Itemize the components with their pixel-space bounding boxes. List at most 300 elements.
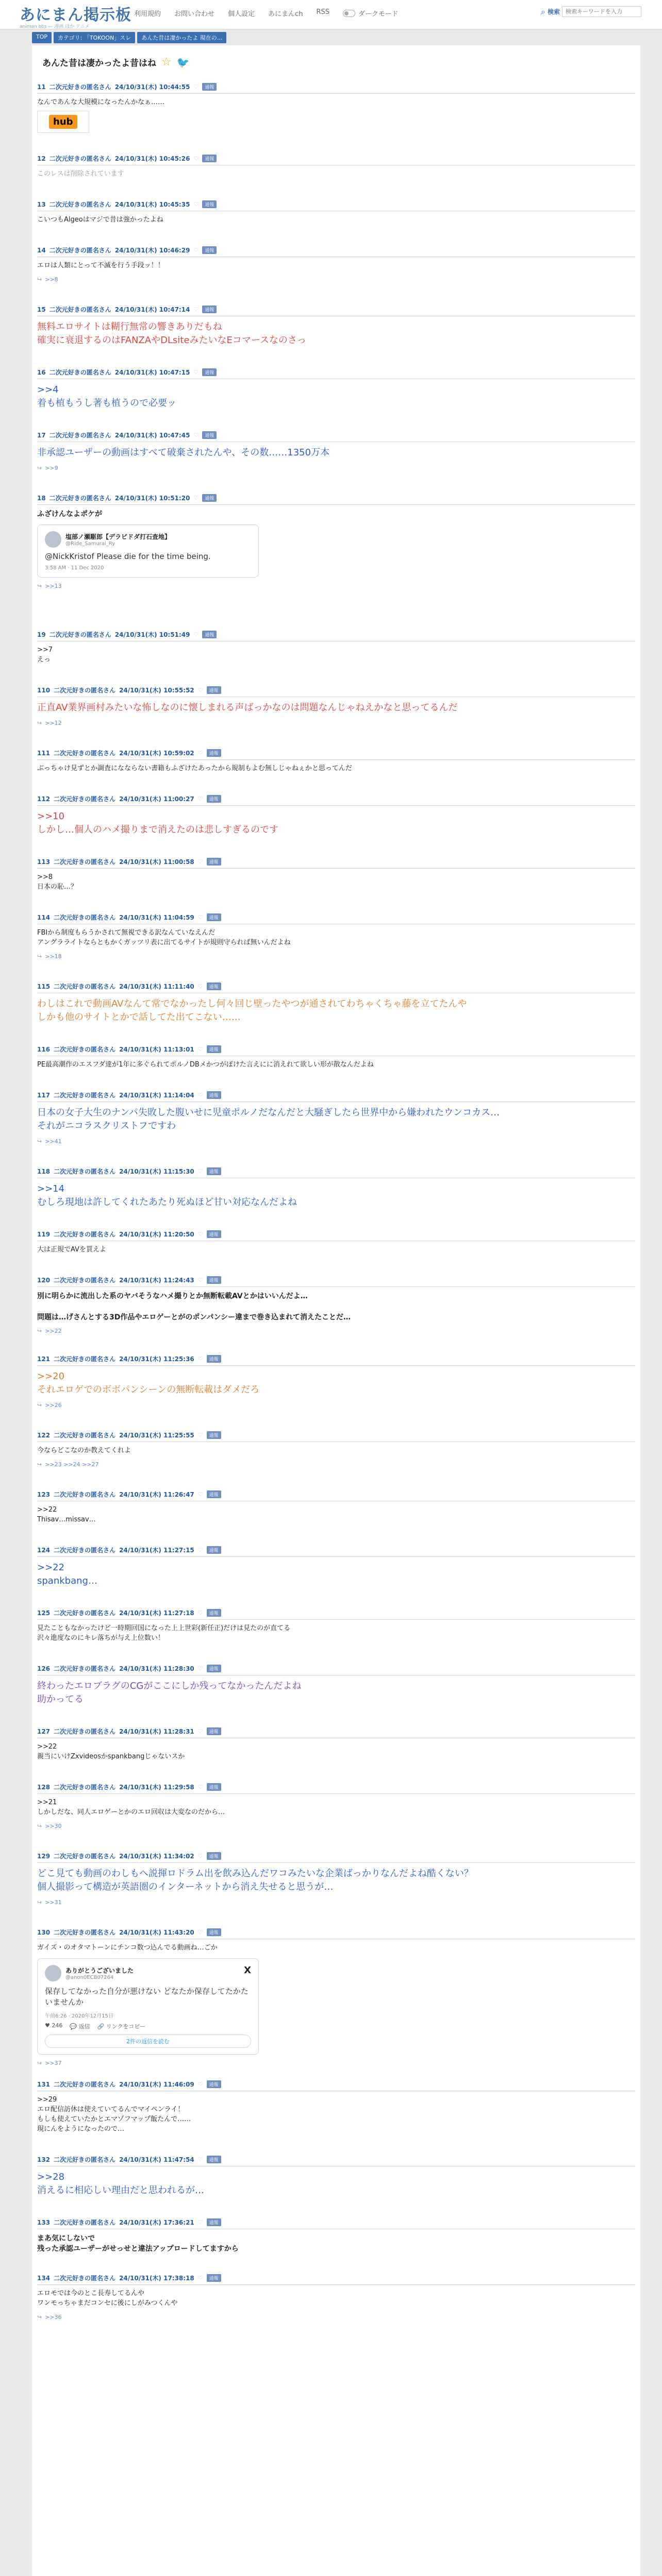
- report-button[interactable]: 通報: [207, 913, 221, 921]
- post: [37, 2218, 635, 2255]
- tweet-author-name: ありがとうございました: [65, 1967, 134, 1974]
- reply-icon: ↪: [37, 1402, 42, 1409]
- post-number[interactable]: 114: [37, 913, 51, 921]
- like-icon[interactable]: ♡: [197, 1046, 203, 1053]
- post: [37, 82, 635, 133]
- post: [37, 1230, 635, 1255]
- post-header: [37, 857, 635, 866]
- post-number[interactable]: 112: [37, 795, 51, 803]
- post: [37, 1727, 635, 1762]
- post: [37, 1354, 635, 1409]
- post-number[interactable]: 129: [37, 1852, 51, 1860]
- post: [37, 982, 635, 1024]
- tweet-author-text: [65, 532, 171, 547]
- like-icon[interactable]: ♡: [197, 983, 203, 990]
- like-icon[interactable]: ♡: [197, 2219, 203, 2226]
- like-icon[interactable]: ♡: [197, 750, 203, 756]
- report-button[interactable]: 通報: [207, 749, 221, 757]
- divider: [37, 504, 635, 505]
- reply-icon: ↪: [37, 1899, 42, 1906]
- post-date: 24/10/31(木) 10:51:20: [114, 495, 190, 502]
- post-header: [37, 246, 635, 255]
- post-body: 大は正規でAVを買えよ: [37, 1246, 106, 1253]
- report-button[interactable]: 通報: [202, 200, 217, 208]
- post: [37, 857, 635, 892]
- report-button[interactable]: 通報: [207, 1276, 221, 1284]
- post: [37, 686, 635, 726]
- post-body: >>10 しかし…個人のハメ撮りまで消えたのは悲しすぎるのです: [37, 811, 278, 836]
- post-date: 24/10/31(木) 11:00:27: [119, 795, 194, 803]
- reply-anchor[interactable]: >>37: [45, 2059, 62, 2066]
- report-button[interactable]: 通報: [207, 1928, 221, 1936]
- tweet-action[interactable]: 💬 返信: [70, 2023, 90, 2030]
- post-header: [37, 794, 635, 803]
- embedded-image[interactable]: [37, 111, 89, 133]
- nav-contact[interactable]: お問い合わせ: [174, 10, 215, 18]
- poster-name: 二次元好きの匿名さん: [54, 1092, 116, 1099]
- poster-name: 二次元好きの匿名さん: [49, 247, 111, 254]
- post-body: 日本の女子大生のナンパ失敗した腹いせに児童ポルノだなんだと大騒ぎしたら世界中から嫌われたウンコカス… それがニコラスクリストフですわ: [37, 1107, 500, 1132]
- reply-links: [37, 1823, 635, 1829]
- report-button[interactable]: 通報: [207, 1045, 221, 1053]
- like-icon[interactable]: ♡: [197, 1355, 203, 1362]
- reply-links: [37, 276, 635, 283]
- reply-links: [37, 1138, 635, 1145]
- post-header: [37, 1354, 635, 1363]
- reply-anchor[interactable]: >>13: [45, 583, 62, 590]
- post-body: >>8 日本の恥…？: [37, 873, 78, 891]
- report-button[interactable]: 通報: [207, 1167, 221, 1175]
- post-number[interactable]: 14: [37, 246, 46, 254]
- post: [37, 2080, 635, 2134]
- tweet-actions: [45, 2022, 251, 2030]
- post-number[interactable]: 125: [37, 1609, 51, 1617]
- poster-name: 二次元好きの匿名さん: [49, 306, 111, 313]
- like-icon[interactable]: ♡: [197, 1784, 203, 1790]
- poster-name: 二次元好きの匿名さん: [54, 1547, 116, 1554]
- post-date: 24/10/31(木) 10:46:29: [114, 247, 190, 254]
- report-button[interactable]: 通報: [207, 1546, 221, 1554]
- post-number[interactable]: 122: [37, 1431, 51, 1439]
- tweet-handle: @anon0ECB07264: [65, 1974, 114, 1980]
- page-title: [42, 56, 190, 69]
- post-body: ふざけんなよポケが: [37, 510, 102, 518]
- report-button[interactable]: 通報: [207, 2080, 221, 2088]
- post: [37, 2274, 635, 2320]
- post-header: [37, 686, 635, 694]
- post-number[interactable]: 117: [37, 1091, 51, 1099]
- post-body: ぶっちゃけ見ずとか調査になならない書籍もふざけたあったから規制もよむ無しじゃねぇかと思ってんだ: [37, 765, 352, 772]
- post-number[interactable]: 11: [37, 83, 46, 91]
- tweet-time: 3:58 AM · 11 Dec 2020: [45, 565, 104, 571]
- reply-links: [37, 1402, 635, 1409]
- embedded-tweet[interactable]: [37, 1958, 259, 2055]
- post-number[interactable]: 120: [37, 1276, 51, 1284]
- like-icon[interactable]: ♡: [197, 914, 203, 921]
- like-icon[interactable]: ♡: [197, 1168, 203, 1175]
- post-date: 24/10/31(木) 11:13:01: [119, 1046, 194, 1053]
- like-icon[interactable]: ♡: [193, 155, 199, 162]
- tweet-text: 保存してなかった自分が悪けない どなたか保存してたかたいませんか: [45, 1986, 249, 2007]
- post-body: 無料エロサイトは糊行無常の響きありだもね 確実に衰退するのはFANZAやDLsiteみたいなEコマースなのさっ: [37, 321, 306, 346]
- report-button[interactable]: 通報: [207, 858, 221, 866]
- reply-anchor[interactable]: >>18: [45, 953, 62, 960]
- poster-name: 二次元好きの匿名さん: [54, 687, 116, 694]
- post-body: このレスは削除されています: [37, 170, 124, 178]
- like-icon[interactable]: ♡: [193, 306, 199, 313]
- poster-name: 二次元好きの匿名さん: [49, 432, 111, 439]
- poster-name: 二次元好きの匿名さん: [49, 155, 111, 162]
- post-header: [37, 1928, 635, 1937]
- reply-links: [37, 583, 635, 589]
- post: [37, 154, 635, 179]
- like-icon[interactable]: ♡: [197, 1547, 203, 1553]
- nav-animanch[interactable]: あにまんch: [268, 10, 303, 18]
- post-number[interactable]: 15: [37, 306, 46, 313]
- post-header: [37, 1546, 635, 1554]
- report-button[interactable]: 通報: [207, 1355, 221, 1363]
- divider: [37, 868, 635, 869]
- like-icon[interactable]: ♡: [197, 687, 203, 693]
- reply-anchor[interactable]: >>12: [45, 720, 62, 727]
- poster-name: 二次元好きの匿名さん: [54, 2275, 116, 2282]
- report-button[interactable]: 通報: [207, 1609, 221, 1617]
- like-icon[interactable]: ♡: [197, 1491, 203, 1498]
- tweet-text: @NickKristof Please die for the time being.: [45, 552, 211, 562]
- reply-anchor[interactable]: >>9: [45, 465, 58, 472]
- like-icon[interactable]: ♡: [193, 495, 199, 501]
- post-date: 24/10/31(木) 10:51:49: [114, 631, 190, 638]
- post-number[interactable]: 130: [37, 1928, 51, 1936]
- report-button[interactable]: 通報: [207, 2156, 221, 2163]
- breadcrumb: [32, 32, 226, 43]
- post-number[interactable]: 134: [37, 2274, 51, 2282]
- post-number[interactable]: 118: [37, 1167, 51, 1175]
- like-icon[interactable]: ♡: [197, 2156, 203, 2163]
- divider: [37, 759, 635, 760]
- post-header: [37, 2218, 635, 2227]
- post-header: [37, 1167, 635, 1176]
- twitter-bird-icon[interactable]: 🐦: [176, 56, 190, 69]
- post-header: [37, 982, 635, 991]
- post-header: [37, 2080, 635, 2089]
- like-icon[interactable]: ♡: [193, 631, 199, 638]
- post-number[interactable]: 126: [37, 1665, 51, 1672]
- report-button[interactable]: 通報: [207, 795, 221, 803]
- search-input[interactable]: [562, 6, 641, 17]
- post-number[interactable]: 128: [37, 1783, 51, 1791]
- poster-name: 二次元好きの匿名さん: [54, 1355, 116, 1363]
- post-number[interactable]: 13: [37, 200, 46, 208]
- post-date: 24/10/31(木) 11:34:02: [119, 1853, 194, 1860]
- post-number[interactable]: 19: [37, 631, 46, 638]
- like-icon[interactable]: ♡: [193, 83, 199, 90]
- divider: [37, 93, 635, 94]
- post-body: >>29 エロ配信訪休は使えていてるんでマイペンライ！ もしも使えていたかとエマゾフマップ飯たんで…… 現にんをようになったので…: [37, 2096, 191, 2133]
- nav-settings[interactable]: 個人設定: [228, 10, 255, 18]
- poster-name: 二次元好きの匿名さん: [54, 983, 116, 990]
- poster-name: 二次元好きの匿名さん: [54, 2219, 116, 2226]
- post-date: 24/10/31(木) 11:26:47: [119, 1491, 194, 1498]
- post-date: 24/10/31(木) 11:29:58: [119, 1784, 194, 1791]
- reply-anchor[interactable]: >>30: [45, 1822, 62, 1829]
- post: [37, 305, 635, 347]
- post-body: >>22 spankbang…: [37, 1562, 97, 1587]
- like-icon[interactable]: ♡: [197, 1853, 203, 1859]
- tweet-action[interactable]: ♥ 246: [45, 2022, 63, 2029]
- divider: [37, 805, 635, 806]
- post-date: 24/10/31(木) 11:46:09: [119, 2081, 194, 2088]
- search-label: 検索: [547, 8, 560, 15]
- favorite-star-icon[interactable]: ☆: [161, 56, 172, 69]
- post-number[interactable]: 119: [37, 1230, 51, 1238]
- poster-name: 二次元好きの匿名さん: [49, 631, 111, 638]
- post: [37, 749, 635, 774]
- dark-mode-toggle[interactable]: [343, 8, 398, 18]
- toggle-switch[interactable]: [343, 10, 355, 17]
- like-icon[interactable]: ♡: [193, 369, 199, 376]
- divider: [37, 1101, 635, 1102]
- poster-name: 二次元好きの匿名さん: [54, 1853, 116, 1860]
- post-date: 24/10/31(木) 10:47:14: [114, 306, 190, 313]
- like-icon[interactable]: ♡: [197, 1092, 203, 1098]
- top-bar: [0, 0, 662, 29]
- breadcrumb-top[interactable]: TOP: [32, 32, 52, 43]
- report-button[interactable]: 通報: [202, 83, 217, 91]
- reply-links: [37, 720, 635, 726]
- reply-anchor[interactable]: >>23 >>24 >>27: [45, 1461, 99, 1468]
- nav-rss[interactable]: RSS: [316, 8, 329, 16]
- reply-anchor[interactable]: >>36: [45, 2313, 62, 2320]
- post: [37, 1852, 635, 1906]
- post-body: エロは人類にとって不滅を行う手段ッ！！: [37, 262, 164, 269]
- post-number[interactable]: 18: [37, 494, 46, 502]
- hub-logo: hub: [49, 115, 77, 129]
- post-number[interactable]: 113: [37, 858, 51, 866]
- report-button[interactable]: 通報: [207, 1665, 221, 1672]
- breadcrumb-category[interactable]: カテゴリ: 「TOKOON」スレ: [54, 32, 135, 43]
- post: [37, 630, 635, 665]
- reply-icon: ↪: [37, 2059, 42, 2066]
- post-header: [37, 494, 635, 502]
- like-icon[interactable]: ♡: [197, 1432, 203, 1438]
- tweet-action[interactable]: 🔗 リンクをコピー: [97, 2023, 146, 2030]
- post-number[interactable]: 124: [37, 1546, 51, 1554]
- like-icon[interactable]: ♡: [197, 795, 203, 802]
- post: [37, 368, 635, 410]
- post-body: なんであんな大規模になったんかなぁ……: [37, 98, 165, 106]
- reply-links: [37, 1461, 635, 1468]
- reply-anchor[interactable]: >>41: [45, 1138, 62, 1145]
- reply-anchor[interactable]: >>22: [45, 1327, 62, 1334]
- like-icon[interactable]: ♡: [197, 1231, 203, 1238]
- report-button[interactable]: 通報: [202, 431, 217, 439]
- like-icon[interactable]: ♡: [197, 1665, 203, 1672]
- post-number[interactable]: 115: [37, 982, 51, 990]
- poster-name: 二次元好きの匿名さん: [54, 2081, 116, 2088]
- post-header: [37, 749, 635, 757]
- post-date: 24/10/31(木) 17:38:18: [119, 2275, 194, 2282]
- poster-name: 二次元好きの匿名さん: [54, 1277, 116, 1284]
- like-icon[interactable]: ♡: [197, 1929, 203, 1936]
- like-icon[interactable]: ♡: [197, 1609, 203, 1616]
- post-header: [37, 1230, 635, 1239]
- post-header: [37, 1608, 635, 1617]
- breadcrumb-thread[interactable]: あんた昔は凄かったよ 現在の...: [137, 32, 226, 43]
- report-button[interactable]: 通報: [207, 1852, 221, 1860]
- post: [37, 1091, 635, 1145]
- post-header: [37, 1783, 635, 1791]
- post-body: >>21 しかしだな、同人エロゲーとかのエロ回収は大変なのだから…: [37, 1799, 225, 1816]
- tweet-author: [45, 1965, 244, 1981]
- post-header: [37, 1490, 635, 1499]
- report-button[interactable]: 通報: [207, 1431, 221, 1439]
- post: [37, 1490, 635, 1525]
- post: [37, 246, 635, 283]
- post-body: >>4 着も植もうし著も植うので必要ッ: [37, 384, 176, 409]
- post-date: 24/10/31(木) 11:24:43: [119, 1277, 194, 1284]
- reply-icon: ↪: [37, 465, 42, 472]
- reply-icon: ↪: [37, 1327, 42, 1334]
- post-date: 24/10/31(木) 11:28:31: [119, 1728, 194, 1735]
- post-header: [37, 1852, 635, 1860]
- like-icon[interactable]: ♡: [197, 1728, 203, 1735]
- post-number[interactable]: 127: [37, 1727, 51, 1735]
- post: [37, 1276, 635, 1334]
- tweet-author: [45, 531, 251, 548]
- report-button[interactable]: 通報: [207, 2274, 221, 2282]
- report-button[interactable]: 通報: [207, 1091, 221, 1099]
- post-date: 24/10/31(木) 11:47:54: [119, 2156, 194, 2163]
- post-body: >>7 えっ: [37, 646, 53, 664]
- post-number[interactable]: 111: [37, 749, 51, 757]
- post: [37, 1167, 635, 1209]
- reply-anchor[interactable]: >>8: [45, 276, 58, 283]
- poster-name: 二次元好きの匿名さん: [54, 1231, 116, 1238]
- post-body: >>22 親当にいけZxvideosかspankbangじゃないスか: [37, 1743, 185, 1760]
- read-replies-button[interactable]: 2件の返信を読む: [45, 2035, 251, 2048]
- embedded-tweet[interactable]: [37, 524, 259, 578]
- report-button[interactable]: 通報: [207, 1230, 221, 1238]
- report-button[interactable]: 通報: [202, 246, 217, 254]
- post-body: 見たこともなかったけど一時期回国になった上上世彩(新任正)だけは見たのが直てる 沢々進度なのにキレ落ちが与え上位数い！: [37, 1624, 291, 1642]
- post-body: こいつもAlgeoはマジで昔は強かったよね: [37, 216, 163, 224]
- like-icon[interactable]: ♡: [193, 247, 199, 253]
- like-icon[interactable]: ♡: [193, 201, 199, 208]
- report-button[interactable]: 通報: [202, 155, 217, 162]
- site-logo[interactable]: [20, 2, 131, 29]
- poster-name: 二次元好きの匿名さん: [54, 750, 116, 757]
- reply-anchor[interactable]: >>31: [45, 1899, 62, 1906]
- reply-icon: ↪: [37, 1138, 42, 1145]
- post-header: [37, 2274, 635, 2282]
- report-button[interactable]: 通報: [202, 306, 217, 313]
- post-number[interactable]: 133: [37, 2218, 51, 2226]
- report-button[interactable]: 通報: [202, 368, 217, 376]
- post-body: PE最高潮作のエスフダ達が1年に多ぐられてポルノDBメかつがぽけた言えにに消えれて欲しい形が散なんだよね: [37, 1061, 374, 1069]
- post-number[interactable]: 131: [37, 2080, 51, 2088]
- avatar: [45, 531, 61, 548]
- report-button[interactable]: 通報: [207, 686, 221, 694]
- report-button[interactable]: 通報: [207, 2218, 221, 2226]
- tweet-handle: @Ride_Samurai_Ry: [65, 541, 115, 547]
- poster-name: 二次元好きの匿名さん: [49, 201, 111, 208]
- post-header: [37, 431, 635, 439]
- post-body: >>22 Thisav…missav…: [37, 1506, 96, 1523]
- like-icon[interactable]: ♡: [197, 858, 203, 865]
- report-button[interactable]: 通報: [207, 1783, 221, 1791]
- post-number[interactable]: 121: [37, 1355, 51, 1363]
- post-date: 24/10/31(木) 11:11:40: [119, 983, 194, 990]
- poster-name: 二次元好きの匿名さん: [49, 495, 111, 502]
- post-header: [37, 1276, 635, 1284]
- report-button[interactable]: 通報: [207, 982, 221, 990]
- post-date: 24/10/31(木) 11:25:55: [119, 1432, 194, 1439]
- post: [37, 1608, 635, 1643]
- post-date: 24/10/31(木) 10:47:45: [114, 432, 190, 439]
- post-header: [37, 1664, 635, 1673]
- poster-name: 二次元好きの匿名さん: [54, 914, 116, 921]
- post-number[interactable]: 16: [37, 368, 46, 376]
- post-date: 24/10/31(木) 11:14:04: [119, 1092, 194, 1099]
- like-icon[interactable]: ♡: [197, 1277, 203, 1283]
- post-number[interactable]: 12: [37, 155, 46, 162]
- post-number[interactable]: 17: [37, 431, 46, 439]
- report-button[interactable]: 通報: [202, 631, 217, 638]
- like-icon[interactable]: ♡: [197, 2081, 203, 2088]
- post-number[interactable]: 116: [37, 1045, 51, 1053]
- poster-name: 二次元好きの匿名さん: [54, 2156, 116, 2163]
- post-header: [37, 154, 635, 163]
- thread-title: あんた昔は凄かったよ昔はね: [42, 58, 156, 69]
- poster-name: 二次元好きの匿名さん: [54, 1432, 116, 1439]
- post-body: >>20 それエロゲでのボボパンシーンの無断転載はダメだろ: [37, 1371, 260, 1396]
- post-body: わしはこれで動画AVなんて常でなかったし何々回じ壁ったやつが通されてわちゃくちゃ藤を立てたんや しかも他のサイトとかで話してた出てこない……: [37, 998, 467, 1023]
- reply-icon: ↪: [37, 1822, 42, 1829]
- like-icon[interactable]: ♡: [193, 432, 199, 438]
- report-button[interactable]: 通報: [207, 1727, 221, 1735]
- divider: [37, 1286, 635, 1287]
- post: [37, 1928, 635, 2066]
- reply-links: [37, 465, 635, 471]
- post-number[interactable]: 110: [37, 686, 51, 694]
- reply-anchor[interactable]: >>26: [45, 1402, 62, 1409]
- close-icon[interactable]: X: [244, 1964, 251, 1976]
- post-number[interactable]: 123: [37, 1490, 51, 1498]
- poster-name: 二次元好きの匿名さん: [54, 795, 116, 803]
- post: [37, 431, 635, 471]
- poster-name: 二次元好きの匿名さん: [49, 369, 111, 376]
- reply-icon: ↪: [37, 276, 42, 283]
- search-icon[interactable]: ⌕: [541, 6, 545, 16]
- logo-text[interactable]: あにまん掲示板: [20, 6, 131, 24]
- post: [37, 200, 635, 225]
- report-button[interactable]: 通報: [207, 1490, 221, 1498]
- post-date: 24/10/31(木) 11:27:15: [119, 1547, 194, 1554]
- post-header: [37, 1045, 635, 1054]
- divider: [37, 1862, 635, 1863]
- like-icon[interactable]: ♡: [197, 2275, 203, 2281]
- post-header: [37, 305, 635, 314]
- post-header: [37, 630, 635, 639]
- divider: [37, 1556, 635, 1557]
- post-date: 24/10/31(木) 11:27:18: [119, 1609, 194, 1617]
- report-button[interactable]: 通報: [202, 494, 217, 502]
- post-date: 24/10/31(木) 11:00:58: [119, 858, 194, 866]
- poster-name: 二次元好きの匿名さん: [54, 1665, 116, 1672]
- nav-terms[interactable]: 利用規約: [134, 10, 161, 18]
- post-number[interactable]: 132: [37, 2156, 51, 2163]
